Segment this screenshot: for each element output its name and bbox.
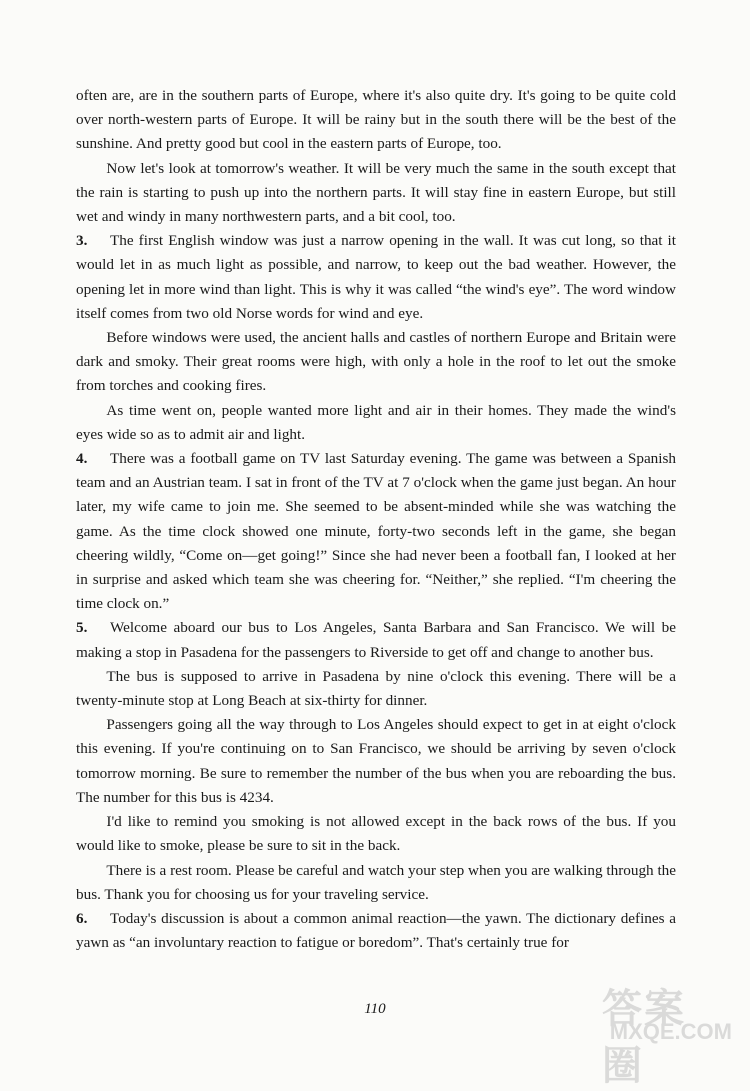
paragraph [76,665,676,713]
watermark-bottom-text: MXQE.COM [609,1019,732,1044]
paragraph-text: There was a football game on TV last Saturday evening. The game was between a Spanish team and an Austrian team. I sat in front of the TV at 7 o'clock when the game just began. An hour later, my wife came to join me. She seemed to be absent-minded while she was watching the game. As the time clock showed one minute, forty-two seconds left in the game, she began cheering wildly, “Come on—get going!” Since she had never been a football fan, I looked at her in surprise and asked which team she was cheering for. “Neither,” she replied. “I'm cheering the time clock on.” [76,450,676,613]
paragraph [76,84,676,157]
paragraph-text: I'd like to remind you smoking is not allowed except in the back rows of the bus. If you would like to smoke, please be sure to sit in the back. [76,813,676,855]
item-number: 5. [76,619,88,637]
watermark-logo [602,977,732,1088]
paragraph [76,447,676,616]
item-number: 4. [76,450,88,468]
paragraph [76,859,676,907]
watermark-top-text: 答案圈 [602,986,686,1088]
paragraph-text: often are, are in the southern parts of Europe, where it's also quite dry. It's going to be quite cold over north-western parts of Europe. It will be rainy but in the south there will be the best of the sunshine. And pretty good but cool in the eastern parts of Europe, too. [76,87,676,153]
paragraph-text: Today's discussion is about a common animal reaction—the yawn. The dictionary defines a yawn as “an involuntary reaction to fatigue or boredom”. That's certainly true for [76,909,676,952]
paragraph [76,907,676,955]
page-body [76,84,676,955]
paragraph [76,713,676,810]
item-number: 6. [76,909,88,927]
item-number: 3. [76,232,88,250]
paragraph [76,326,676,399]
paragraph-text: Passengers going all the way through to Los Angeles should expect to get in at eight o'clock this evening. If you're continuing on to San Francisco, we should be arriving by seven o'clock tomorrow morning. Be sure to remember the number of the bus when you are reboarding the bus. The number for this bus is 4234. [76,716,676,806]
paragraph-text: Now let's look at tomorrow's weather. It will be very much the same in the south except that the rain is starting to push up into the northern parts. It will stay fine in eastern Europe, but still wet and windy in many northwestern parts, and a bit cool, too. [76,159,676,226]
paragraph-text: The bus is supposed to arrive in Pasadena by nine o'clock this evening. There will be a twenty-minute stop at Long Beach at six-thirty for dinner. [76,667,676,710]
paragraph-text: The first English window was just a narrow opening in the wall. It was cut long, so that it would let in as much light as possible, and narrow, to keep out the bad weather. However, the opening let in more wind than light. This is why it was called “the wind's eye”. The word window itself comes from two old Norse words for wind and eye. [76,232,676,322]
paragraph [76,810,676,858]
paragraph [76,229,676,326]
paragraph-text: As time went on, people wanted more light and air in their homes. They made the wind's eyes wide so as to admit air and light. [76,401,676,443]
paragraph-text: Before windows were used, the ancient halls and castles of northern Europe and Britain were dark and smoky. Their great rooms were high, with only a hole in the roof to let out the smoke from torches and cooking fires. [76,329,676,395]
paragraph-text: There is a rest room. Please be careful and watch your step when you are walking through the bus. Thank you for choosing us for your traveling service. [76,861,676,903]
paragraph [76,399,676,447]
paragraph [76,157,676,230]
paragraph [76,616,676,664]
page-number: 110 [364,1001,386,1017]
paragraph-text: Welcome aboard our bus to Los Angeles, Santa Barbara and San Francisco. We will be making a stop in Pasadena for the passengers to Riverside to get off and change to another bus. [76,619,676,661]
